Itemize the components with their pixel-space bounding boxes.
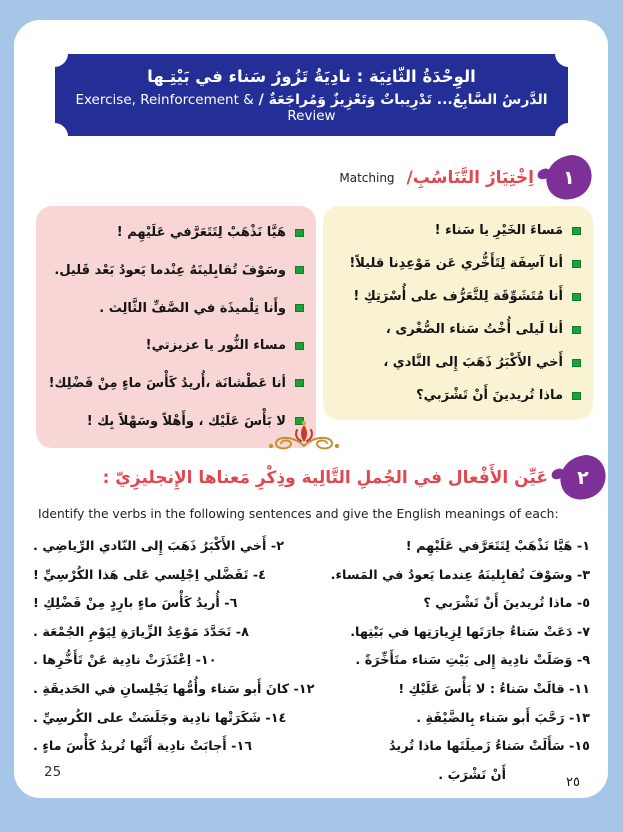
exercise-item: ١٥- سَأَلَتْ سَناءُ زَميلَتَها ماذا تُريدُ [389,739,590,755]
matching-item-text: هَيَّا نَذْهَبْ لِتَتَعَرَّفي عَلَيْهِم ! [116,225,286,241]
section-1-header [339,156,592,199]
exercise-item: ١٤- شَكَرَتْها نادِية وجَلَسَتْ على الكُرسِيِّ . [33,710,287,726]
matching-item-text: مساء النُّور يا عزيزتي! [145,338,286,354]
matching-left-box [36,206,316,448]
section-2-instruction-english: Identify the verbs in the following sentences and give the English meanings of each: [38,507,559,521]
exercise-row [33,533,590,562]
matching-item [48,338,304,353]
exercise-item: ٢- أَخي الأَكْبَرُ ذَهَبَ إِلى النّادي الرِّياضِي . [33,539,284,554]
bullet-square-icon [295,229,304,237]
exercise-row [33,705,590,734]
matching-right-box [323,206,593,420]
exercise-row [33,676,590,705]
exercise-item-continuation: أَنْ تَشْرَبَ . [438,767,506,783]
exercise-item: ٨- تَحَدَّدَ مَوْعِدُ الزِّيارَةِ لِيَوْمِ الجُمْعَة . [33,624,249,640]
exercise-item: ٦- أُريدُ كَأْسَ ماءٍ بارِدٍ مِنْ فَضْلِكِ ! [33,596,238,612]
matching-item [335,256,581,271]
exercise-item: ٧- دَعَتْ سَناءُ جارَتَها لِزِيارَتِها في بَيْتِها. [350,624,590,640]
matching-item-text: أَنا مُتَشَوِّقَة لِلتَّعَرُّف على أُسْرَتِكِ ! [353,289,563,304]
bullet-square-icon [295,266,304,274]
bullet-square-icon [572,293,581,301]
exercise-item: ٩- وَصَلَتْ نادِية إِلى بَيْتِ سَناء متَأَخِّرَةً . [355,653,590,669]
bullet-square-icon [572,260,581,268]
exercise-item: ٣- وسَوْفَ تُقابِلينَهُ عِندما يَعودُ في المَساء. [330,567,590,583]
page-number-latin: 25 [44,764,62,780]
banner-corner-notch [555,123,582,150]
exercise-item: ٥- ماذا تُريدينَ أَنْ تَشْرَبي ؟ [423,596,590,612]
exercise-row [33,619,590,648]
section-1-title-english: Matching [339,170,395,185]
exercise-item: ٤- تَفَضَّلي اِجْلِسي عَلى هَذا الكُرْسِيِّ ! [33,567,266,583]
matching-item [335,289,581,304]
exercise-sentence-list [33,533,590,790]
matching-item [48,301,304,316]
page-number-arabic: ٢٥ [566,775,580,790]
section-2-number-badge [555,451,610,504]
exercise-item: ١٠- اِعْتَذَرَتْ نادِية عَنْ تَأَخُّرِها . [33,653,217,669]
matching-item-text: أنا آسِفَة لِتَأَخُّري عَن مَوْعِدِنا قليلاً! [349,256,563,271]
section-1-number: ١ [563,166,575,189]
matching-item-text: وأَنا تِلْميذَة في الصَّفِّ الثَّالِث . [99,300,286,316]
bullet-square-icon [572,359,581,367]
exercise-item: ١١- قالَتْ سَناءُ : لا بَأْسَ عَلَيْكِ ! [398,681,590,697]
bullet-square-icon [295,342,304,350]
section-2-title-arabic: عَيِّن الأَفْعال في الجُملِ التَّالِية وذِكْرِ مَعناها الإِنجليزِيّ : [102,467,548,488]
exercise-row [33,590,590,619]
section-2-header [103,456,606,499]
exercise-row [33,647,590,676]
matching-item [48,263,304,278]
matching-item-text: أَخي الأَكْبَرُ ذَهَبَ إِلى النَّادي ، [383,355,563,370]
matching-item-text: أنا لَيلى أُخْتُ سَناء الصُّغْرى ، [385,322,563,337]
banner-corner-notch [41,123,68,150]
unit-title: الوِحْدَةُ الثّانِيَة : نادِيَةُ تَزُورُ سَناء في بَيْتِـها [147,66,476,86]
lesson-title-arabic: الدَّرسُ السَّابِعُ... تَدْرِيباتٌ وَتَعْزِيزٌ وَمُراجَعَةٌ / [258,91,548,108]
bullet-square-icon [572,227,581,235]
matching-item-text: وسَوْفَ تُقابِلينَهُ عِنْدما يَعودُ بَعْد قَليل. [54,262,286,278]
section-1-title-arabic: اِخْتِيَارُ التَّنَاسُبِ/ [406,167,534,188]
exercise-item: ١- هَيَّا نَذْهَبْ لِتَتَعَرَّفي عَلَيْهِم ! [405,539,590,554]
matching-item [335,322,581,337]
matching-item-text: مَساءَ الخَيْرِ يا سَناء ! [434,223,563,238]
exercise-item: ١٦- أَجابَتْ نادِية أَنَّها تُريدُ كَأْسَ ماءٍ . [33,739,253,755]
banner-corner-notch [41,40,68,67]
section-1-number-badge [541,151,596,204]
matching-item [335,388,581,403]
matching-item [335,223,581,238]
exercise-row [33,562,590,591]
lesson-banner [55,54,568,136]
bullet-square-icon [572,392,581,400]
bullet-square-icon [295,304,304,312]
textbook-page [14,20,608,798]
section-2-number: ٢ [577,466,589,489]
matching-item-text: أنا عَطْشانَة ،أُريدُ كَأْسَ ماءٍ مِنْ فَضْلِك! [48,375,286,391]
matching-item-text: لا بَأْسَ عَلَيْك ، وأَهْلاً وسَهْلاً بِك ! [86,413,286,429]
matching-item [48,376,304,391]
exercise-row [33,733,590,762]
matching-item [335,355,581,370]
banner-corner-notch [555,40,582,67]
exercise-item: ١٢- كانَ أَبو سَناء وأُمُّها يَجْلِسانِ في الحَديقَةِ . [33,681,315,697]
lesson-title-english: Exercise, Reinforcement & Review [75,91,336,124]
exercise-item: ١٣- رَحَّبَ أَبو سَناء بِالضَّيْفَةِ . [416,710,590,726]
bullet-square-icon [572,326,581,334]
matching-item-text: ماذا تُريدينَ أَنْ تَشْرَبي؟ [416,388,563,403]
lesson-title [55,92,568,124]
bullet-square-icon [295,379,304,387]
matching-item [48,225,304,240]
